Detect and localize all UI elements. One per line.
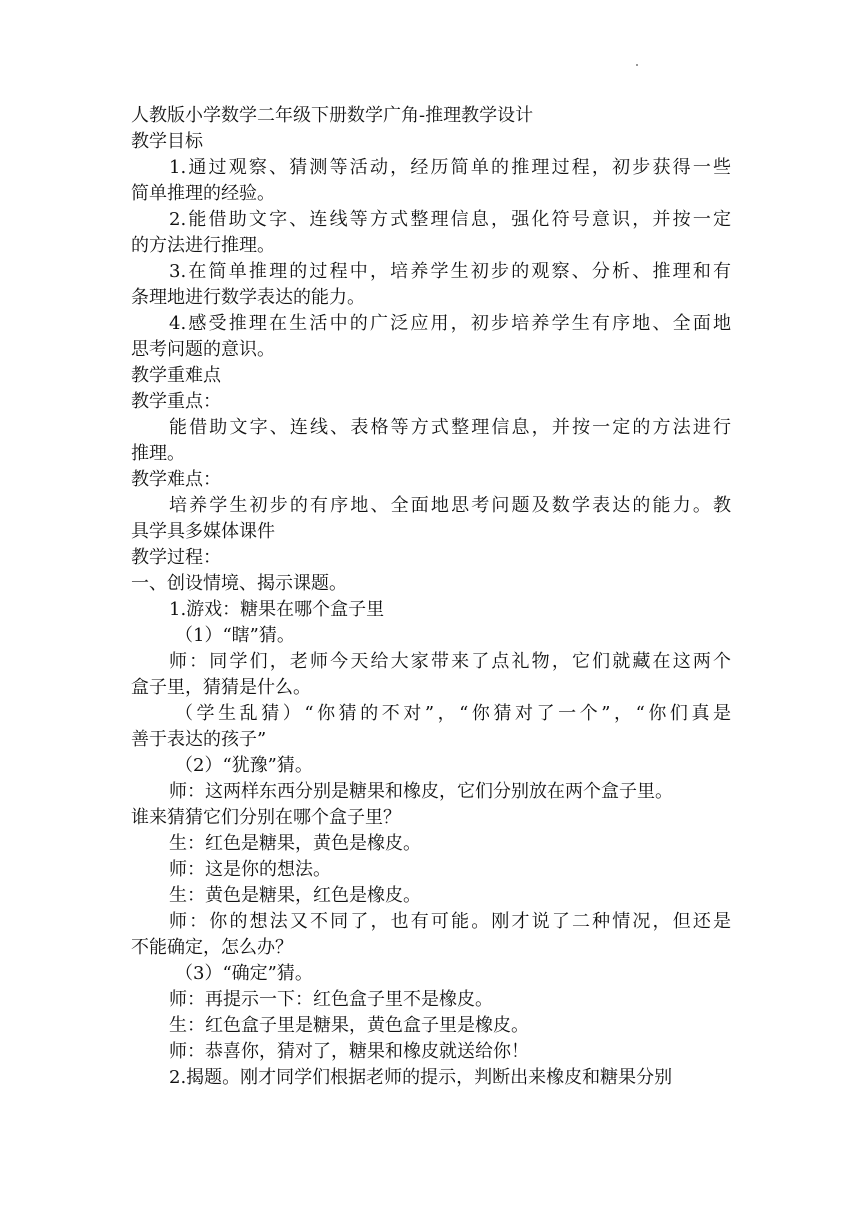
objective-4-line-2: 思考问题的意识。 [131,339,275,360]
game-heading: 1.游戏：糖果在哪个盒子里 [169,599,385,620]
scan-dot [636,64,638,66]
reveal-topic-line: 2.揭题。刚才同学们根据老师的提示，判断出来橡皮和糖果分别 [169,1067,673,1088]
teacher-line-2-cont: 谁来猜猜它们分别在哪个盒子里？ [131,807,401,828]
student-line-1: 生：红色是糖果，黄色是橡皮。 [169,833,421,854]
teacher-line-3: 师：这是你的想法。 [169,859,331,880]
teacher-line-4: 师：你的想法又不同了，也有可能。刚才说了二种情况，但还是 [169,911,731,932]
section-heading-key-difficult: 教学重难点 [131,365,221,386]
key-points-line-2: 推理。 [131,443,185,464]
objective-2-line-2: 的方法进行推理。 [131,235,275,256]
subheading-difficult-points: 教学难点： [131,469,221,490]
document-body [131,103,731,1091]
subheading-key-points: 教学重点： [131,391,221,412]
teacher-line-2: 师：这两样东西分别是糖果和橡皮，它们分别放在两个盒子里。 [169,781,673,802]
game-step-3: （3）“确定”猜。 [175,963,313,984]
objective-1-line-1: 1.通过观察、猜测等活动，经历简单的推理过程，初步获得一些 [169,157,731,178]
student-guess-line-cont: 善于表达的孩子” [131,729,267,750]
student-line-3: 生：红色盒子里是糖果，黄色盒子里是橡皮。 [169,1015,529,1036]
section-heading-objectives: 教学目标 [131,131,203,152]
student-guess-line: （学生乱猜）“你猜的不对”，“你猜对了一个”，“你们真是 [175,703,731,724]
objective-3-line-2: 条理地进行数学表达的能力。 [131,287,365,308]
teacher-line-1-cont: 盒子里，猜猜是什么。 [131,677,311,698]
objective-2-line-1: 2.能借助文字、连线等方式整理信息，强化符号意识，并按一定 [169,209,731,230]
student-line-2: 生：黄色是糖果，红色是橡皮。 [169,885,421,906]
process-part-1-heading: 一、创设情境、揭示课题。 [131,573,347,594]
game-step-2: （2）“犹豫”猜。 [175,755,313,776]
game-step-1: （1）“瞎”猜。 [175,625,295,646]
teacher-line-6: 师：恭喜你，猜对了，糖果和橡皮就送给你！ [169,1041,529,1062]
difficult-points-line-1: 培养学生初步的有序地、全面地思考问题及数学表达的能力。教 [169,495,731,516]
teacher-line-1: 师：同学们，老师今天给大家带来了点礼物，它们就藏在这两个 [169,651,731,672]
section-heading-process: 教学过程： [131,547,221,568]
objective-4-line-1: 4.感受推理在生活中的广泛应用，初步培养学生有序地、全面地 [169,313,731,334]
objective-3-line-1: 3.在简单推理的过程中，培养学生初步的观察、分析、推理和有 [169,261,731,282]
difficult-points-line-2: 具学具多媒体课件 [131,521,275,542]
document-title: 人教版小学数学二年级下册数学广角-推理教学设计 [131,105,534,126]
teacher-line-4-cont: 不能确定，怎么办？ [131,937,293,958]
objective-1-line-2: 简单推理的经验。 [131,183,275,204]
key-points-line-1: 能借助文字、连线、表格等方式整理信息，并按一定的方法进行 [169,417,731,438]
teacher-line-5: 师：再提示一下：红色盒子里不是橡皮。 [169,989,493,1010]
